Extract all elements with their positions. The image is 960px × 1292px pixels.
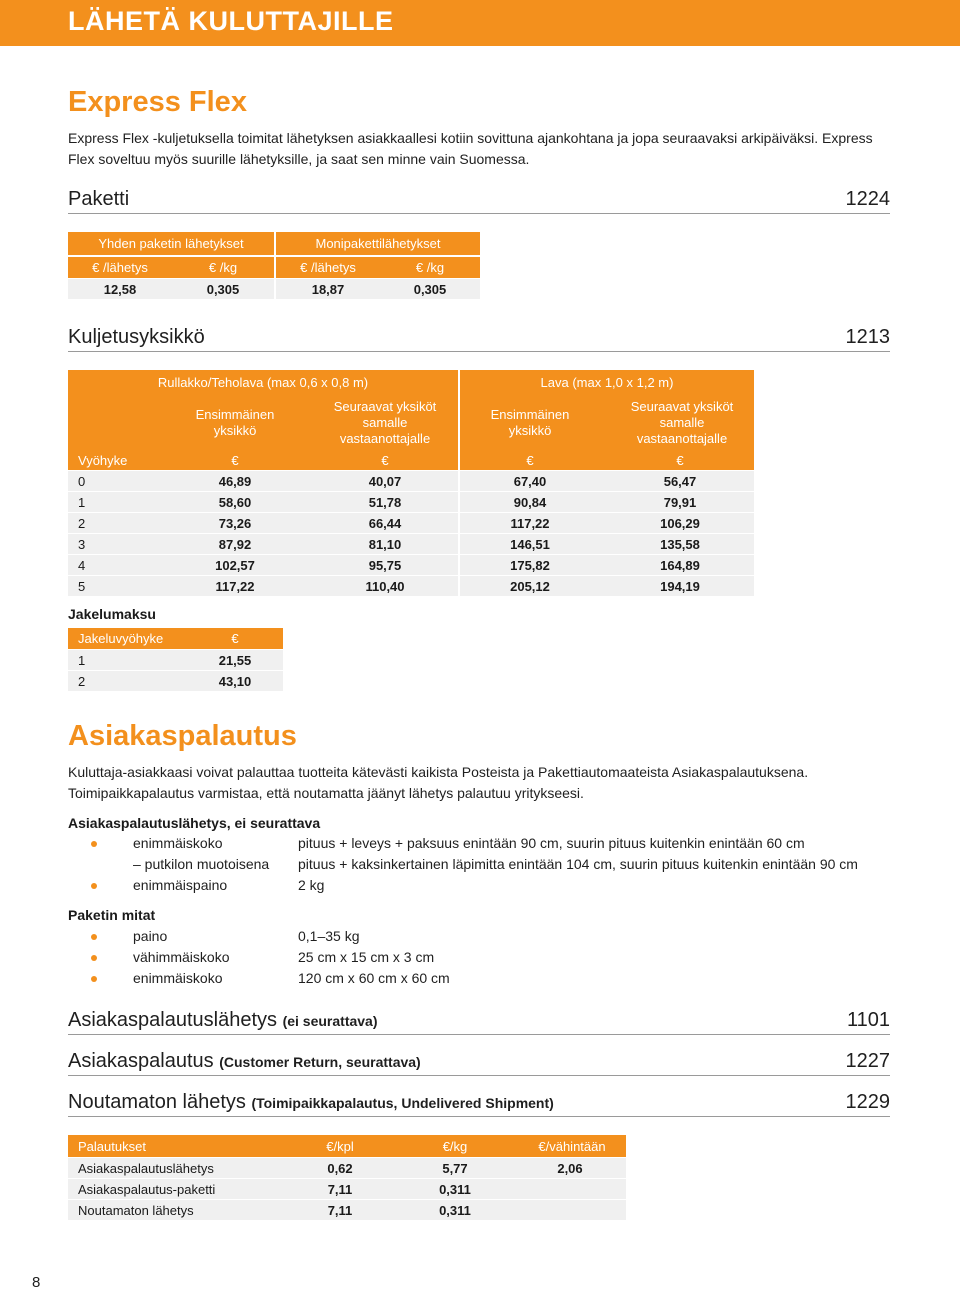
kuljetus-currency: € (335, 450, 435, 470)
kuljetus-zone: 0 (78, 473, 86, 489)
kuljetus-value: 146,51 (510, 536, 550, 552)
palautukset-value: 7,11 (327, 1181, 353, 1197)
paketin-mitat-subtitle: Paketin mitat (68, 907, 156, 923)
paketti-heading (68, 186, 890, 214)
kuljetus-value: 117,22 (510, 515, 550, 531)
kuljetus-zone: 5 (78, 578, 86, 594)
kuljetus-value: 95,75 (368, 557, 402, 573)
spec-label: – putkilon muotoisena (133, 856, 270, 872)
paketti-value: 0,305 (380, 279, 480, 299)
spec-value: 120 cm x 60 cm x 60 cm (298, 970, 450, 986)
kuljetus-value: 106,29 (660, 515, 700, 531)
paketti-group-header: Yhden paketin lähetykset (68, 232, 274, 255)
palautukset-header: €/kg (442, 1138, 468, 1154)
kuljetus-value: 164,89 (660, 557, 700, 573)
bullet-icon (91, 955, 97, 961)
asiakaspalautus-text-1: Kuluttaja-asiakkaasi voivat palauttaa tuotteita kätevästi kaikista Posteista ja Pakettiautomaateista Asiakaspalautuksena. (68, 764, 809, 780)
jakelu-title: Jakelumaksu (68, 606, 156, 622)
kuljetus-value: 205,12 (510, 578, 550, 594)
kuljetus-col-next: Seuraavat yksiköt samalle vastaanottajalle (622, 398, 742, 448)
spec-value: pituus + kaksinkertainen läpimitta enintään 104 cm, suurin pituus kuitenkin enintään 90 cm (298, 856, 858, 872)
page-number: 8 (32, 1274, 41, 1291)
kuljetus-value: 194,19 (660, 578, 700, 594)
paketti-subheader: € /kg (380, 257, 480, 278)
kuljetus-col-next: Seuraavat yksiköt samalle vastaanottajalle (325, 398, 445, 448)
service-note: (Toimipaikkapalautus, Undelivered Shipment) (251, 1095, 554, 1111)
kuljetus-value: 81,10 (368, 536, 402, 552)
express-flex-title: Express Flex (68, 86, 247, 118)
palautukset-header: €/kpl (326, 1138, 354, 1154)
service-code: 1229 (845, 1091, 890, 1113)
palautukset-name: Asiakaspalautuslähetys (78, 1160, 214, 1176)
kuljetus-value: 135,58 (660, 536, 700, 552)
kuljetus-value: 79,91 (663, 494, 697, 510)
palautukset-value (530, 1200, 610, 1220)
bullet-icon (91, 841, 97, 847)
jakelu-currency: € (215, 628, 255, 649)
paketti-value: 0,305 (172, 279, 274, 299)
service-heading (68, 1007, 890, 1035)
kuljetus-value: 40,07 (368, 473, 402, 489)
spec-label: paino (133, 928, 168, 944)
bullet-icon (91, 934, 97, 940)
paketti-subheader: € /lähetys (68, 257, 172, 278)
spec-value: 2 kg (298, 877, 325, 893)
page-section-title: LÄHETÄ KULUTTAJILLE (68, 6, 394, 36)
palautukset-header: €/vähintään (538, 1138, 606, 1154)
palautukset-value: 0,311 (439, 1181, 471, 1197)
palautukset-value: 7,11 (327, 1202, 353, 1218)
asiakaspalautus-title: Asiakaspalautus (68, 720, 297, 752)
kuljetus-value: 175,82 (510, 557, 550, 573)
paketti-subheader: € /kg (172, 257, 274, 278)
kuljetus-zone: 4 (78, 557, 86, 573)
kuljetus-group-header: Rullakko/Teholava (max 0,6 x 0,8 m) (68, 370, 458, 395)
jakelu-value: 43,10 (218, 673, 252, 689)
service-note: (ei seurattava) (282, 1013, 378, 1029)
kuljetus-col-first: Ensimmäinen yksikkö (480, 400, 580, 445)
kuljetus-zone: 3 (78, 536, 86, 552)
kuljetus-value: 56,47 (663, 473, 697, 489)
kuljetus-value: 90,84 (513, 494, 547, 510)
kuljetus-value: 46,89 (218, 473, 252, 489)
palautukset-value (530, 1179, 610, 1199)
service-note: (Customer Return, seurattava) (219, 1054, 421, 1070)
kuljetus-value: 67,40 (513, 473, 547, 489)
jakelu-header: Jakeluvyöhyke (68, 628, 283, 649)
kuljetus-currency: € (185, 450, 285, 470)
service-code: 1101 (846, 1009, 890, 1031)
paketti-code: 1224 (845, 188, 890, 210)
spec-label: enimmäispaino (133, 877, 228, 893)
palautukset-value: 2,06 (557, 1160, 583, 1176)
kuljetus-value: 117,22 (215, 578, 255, 594)
service-code: 1227 (845, 1050, 890, 1072)
kuljetus-heading (68, 324, 890, 352)
kuljetus-zone-header: Vyöhyke (68, 450, 458, 470)
express-flex-text-2: Flex soveltuu myös suurille lähetyksille, ja saat sen minne vain Suomessa. (68, 151, 530, 167)
spec-label: enimmäiskoko (133, 835, 223, 851)
spec-value: 0,1–35 kg (298, 928, 360, 944)
service-title: Asiakaspalautuslähetys (68, 1009, 278, 1031)
kuljetus-title: Kuljetusyksikkö (68, 326, 205, 348)
bullet-icon (91, 976, 97, 982)
kuljetus-col-first: Ensimmäinen yksikkö (185, 400, 285, 445)
kuljetus-value: 87,92 (218, 536, 252, 552)
kuljetus-zone: 2 (78, 515, 86, 531)
kuljetus-value: 110,40 (365, 578, 405, 594)
paketti-value: 12,58 (68, 279, 172, 299)
palautukset-value: 5,77 (442, 1160, 468, 1176)
kuljetus-group-header: Lava (max 1,0 x 1,2 m) (460, 370, 754, 395)
kuljetus-currency: € (630, 450, 730, 470)
kuljetus-value: 51,78 (368, 494, 402, 510)
paketti-value: 18,87 (276, 279, 380, 299)
asiakaspalautuslahetys-subtitle: Asiakaspalautuslähetys, ei seurattava (68, 815, 321, 831)
kuljetus-currency: € (480, 450, 580, 470)
service-title: Noutamaton lähetys (68, 1091, 246, 1113)
express-flex-text-1: Express Flex -kuljetuksella toimitat lähetyksen asiakkaallesi kotiin sovittuna ajankohtana ja jopa seuraavaksi arkipäiväksi. Express (68, 130, 873, 146)
service-heading (68, 1048, 890, 1076)
kuljetus-zone: 1 (78, 494, 86, 510)
kuljetus-value: 73,26 (218, 515, 252, 531)
palautukset-name: Noutamaton lähetys (78, 1202, 194, 1218)
jakelu-zone: 2 (78, 673, 86, 689)
kuljetus-code: 1213 (845, 326, 890, 348)
service-title: Asiakaspalautus (68, 1050, 214, 1072)
palautukset-value: 0,311 (439, 1202, 471, 1218)
kuljetus-value: 102,57 (215, 557, 255, 573)
kuljetus-value: 58,60 (218, 494, 252, 510)
service-heading (68, 1089, 890, 1117)
spec-label: vähimmäiskoko (133, 949, 230, 965)
paketti-title: Paketti (68, 188, 130, 210)
spec-value: 25 cm x 15 cm x 3 cm (298, 949, 435, 965)
paketti-subheader: € /lähetys (276, 257, 380, 278)
palautukset-name: Asiakaspalautus-paketti (78, 1181, 216, 1197)
bullet-icon (91, 883, 97, 889)
jakelu-value: 21,55 (218, 652, 252, 668)
jakelu-zone: 1 (78, 652, 86, 668)
asiakaspalautus-text-2: Toimipaikkapalautus varmistaa, että noutamatta jäänyt lähetys palautuu yritykseesi. (68, 785, 584, 801)
palautukset-header: Palautukset (78, 1138, 146, 1154)
palautukset-value: 0,62 (327, 1160, 353, 1176)
spec-value: pituus + leveys + paksuus enintään 90 cm, suurin pituus kuitenkin enintään 60 cm (298, 835, 805, 851)
kuljetus-value: 66,44 (368, 515, 402, 531)
paketti-group-header: Monipakettilähetykset (276, 232, 480, 255)
spec-label: enimmäiskoko (133, 970, 223, 986)
